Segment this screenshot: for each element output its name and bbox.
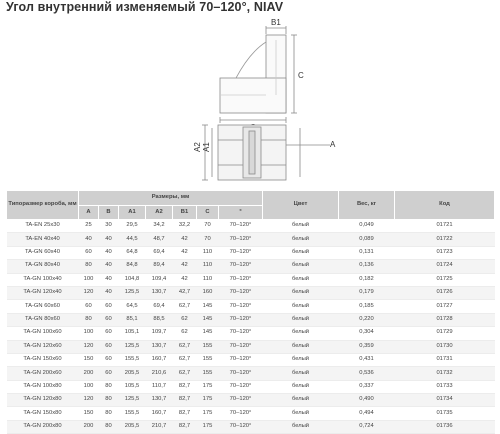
header-weight: Вес, кг	[339, 191, 395, 220]
cell-weight: 0,304	[339, 327, 395, 340]
table-row	[7, 340, 495, 353]
cell-weight: 0,490	[339, 394, 395, 407]
cell-b: 80	[99, 394, 119, 407]
cell-a: 60	[79, 246, 99, 259]
cell-c: 110	[197, 246, 219, 259]
cell-type: TA-EN 25x30	[7, 220, 79, 233]
cell-weight: 0,431	[339, 353, 395, 366]
cell-b: 60	[99, 340, 119, 353]
cell-a2: 48,7	[146, 233, 173, 246]
cell-angle: 70–120°	[219, 286, 263, 299]
cell-code: 01730	[395, 340, 495, 353]
specification-table	[6, 190, 495, 434]
cell-b: 80	[99, 407, 119, 420]
cell-angle: 70–120°	[219, 380, 263, 393]
cell-angle: 70–120°	[219, 246, 263, 259]
cell-color: белый	[263, 367, 339, 380]
cell-a1: 155,5	[119, 407, 146, 420]
cell-a1: 205,5	[119, 420, 146, 433]
cell-angle: 70–120°	[219, 407, 263, 420]
header-a2: A2	[146, 206, 173, 220]
cell-code: 01731	[395, 353, 495, 366]
cell-type: TA-GN 60x60	[7, 300, 79, 313]
cell-b: 40	[99, 273, 119, 286]
cell-code: 01721	[395, 220, 495, 233]
technical-drawing	[0, 0, 500, 190]
cell-type: TA-GN 120x40	[7, 286, 79, 299]
header-angle: °	[219, 206, 263, 220]
cell-type: TA-GN 100x80	[7, 380, 79, 393]
cell-b1: 42	[173, 246, 197, 259]
cell-b1: 62,7	[173, 353, 197, 366]
cell-code: 01727	[395, 300, 495, 313]
cell-a1: 205,5	[119, 367, 146, 380]
cell-a1: 44,5	[119, 233, 146, 246]
cell-b1: 42,7	[173, 286, 197, 299]
cell-color: белый	[263, 353, 339, 366]
cell-b1: 62,7	[173, 367, 197, 380]
cell-a2: 110,7	[146, 380, 173, 393]
cell-color: белый	[263, 327, 339, 340]
cell-a2: 210,7	[146, 420, 173, 433]
cell-weight: 0,131	[339, 246, 395, 259]
cell-weight: 0,089	[339, 233, 395, 246]
header-code: Код	[395, 191, 495, 220]
cell-color: белый	[263, 220, 339, 233]
cell-a2: 88,5	[146, 313, 173, 326]
cell-b1: 62	[173, 313, 197, 326]
cell-weight: 0,494	[339, 407, 395, 420]
cell-angle: 70–120°	[219, 300, 263, 313]
cell-b1: 42	[173, 260, 197, 273]
cell-color: белый	[263, 420, 339, 433]
cell-b1: 62,7	[173, 340, 197, 353]
dim-label-a2: A2	[193, 142, 202, 152]
cell-code: 01726	[395, 286, 495, 299]
cell-angle: 70–120°	[219, 327, 263, 340]
cell-type: TA-GN 200x60	[7, 367, 79, 380]
cell-angle: 70–120°	[219, 340, 263, 353]
cell-color: белый	[263, 313, 339, 326]
cell-angle: 70–120°	[219, 260, 263, 273]
cell-weight: 0,182	[339, 273, 395, 286]
cell-weight: 0,337	[339, 380, 395, 393]
cell-b: 60	[99, 367, 119, 380]
cell-b1: 82,7	[173, 380, 197, 393]
table-row	[7, 367, 495, 380]
cell-weight: 0,179	[339, 286, 395, 299]
header-color: Цвет	[263, 191, 339, 220]
cell-a2: 109,7	[146, 327, 173, 340]
cell-angle: 70–120°	[219, 220, 263, 233]
cell-c: 155	[197, 353, 219, 366]
cell-c: 175	[197, 380, 219, 393]
cell-b1: 42	[173, 233, 197, 246]
header-dimensions: Размеры, мм	[79, 191, 263, 206]
table-row	[7, 286, 495, 299]
cell-color: белый	[263, 340, 339, 353]
table-row	[7, 246, 495, 259]
cell-code: 01734	[395, 394, 495, 407]
cell-a1: 155,5	[119, 353, 146, 366]
cell-angle: 70–120°	[219, 233, 263, 246]
cell-color: белый	[263, 380, 339, 393]
cell-b1: 82,7	[173, 394, 197, 407]
cell-a1: 64,5	[119, 300, 146, 313]
cell-color: белый	[263, 233, 339, 246]
cell-b1: 82,7	[173, 420, 197, 433]
cell-weight: 0,220	[339, 313, 395, 326]
cell-c: 175	[197, 420, 219, 433]
cell-c: 70	[197, 233, 219, 246]
cell-code: 01735	[395, 407, 495, 420]
cell-type: TA-GN 80x60	[7, 313, 79, 326]
cell-a1: 125,5	[119, 340, 146, 353]
cell-a2: 69,4	[146, 300, 173, 313]
cell-a2: 89,4	[146, 260, 173, 273]
header-b: B	[99, 206, 119, 220]
cell-a1: 64,8	[119, 246, 146, 259]
cell-a: 150	[79, 407, 99, 420]
cell-b1: 32,2	[173, 220, 197, 233]
cell-a: 200	[79, 420, 99, 433]
header-b1: B1	[173, 206, 197, 220]
cell-angle: 70–120°	[219, 420, 263, 433]
cell-a2: 160,7	[146, 353, 173, 366]
cell-code: 01724	[395, 260, 495, 273]
table-row	[7, 220, 495, 233]
cell-c: 145	[197, 327, 219, 340]
cell-angle: 70–120°	[219, 353, 263, 366]
cell-type: TA-GN 120x60	[7, 340, 79, 353]
cell-color: белый	[263, 394, 339, 407]
cell-b: 60	[99, 300, 119, 313]
cell-a1: 105,1	[119, 327, 146, 340]
cell-angle: 70–120°	[219, 313, 263, 326]
cell-a2: 160,7	[146, 407, 173, 420]
cell-c: 145	[197, 313, 219, 326]
cell-type: TA-GN 150x60	[7, 353, 79, 366]
cell-a: 120	[79, 394, 99, 407]
cell-code: 01729	[395, 327, 495, 340]
cell-code: 01728	[395, 313, 495, 326]
cell-a2: 130,7	[146, 340, 173, 353]
cell-weight: 0,136	[339, 260, 395, 273]
table-row	[7, 353, 495, 366]
cell-type: TA-GN 200x80	[7, 420, 79, 433]
cell-a: 80	[79, 313, 99, 326]
cell-type: TA-GN 150x80	[7, 407, 79, 420]
cell-c: 175	[197, 407, 219, 420]
cell-b1: 82,7	[173, 407, 197, 420]
cell-type: TA-GN 120x80	[7, 394, 79, 407]
cell-b: 60	[99, 313, 119, 326]
cell-color: белый	[263, 407, 339, 420]
cell-a: 150	[79, 353, 99, 366]
table-row	[7, 273, 495, 286]
cell-c: 145	[197, 300, 219, 313]
cell-a2: 210,6	[146, 367, 173, 380]
cell-b: 40	[99, 246, 119, 259]
cell-code: 01733	[395, 380, 495, 393]
cell-type: TA-GN 60x40	[7, 246, 79, 259]
table-row	[7, 394, 495, 407]
dim-label-c-right: C	[298, 71, 304, 80]
cell-type: TA-GN 80x40	[7, 260, 79, 273]
cell-a1: 125,5	[119, 394, 146, 407]
cell-b: 80	[99, 420, 119, 433]
table-row	[7, 327, 495, 340]
table-row	[7, 407, 495, 420]
cell-color: белый	[263, 260, 339, 273]
cell-c: 110	[197, 273, 219, 286]
cell-a2: 130,7	[146, 394, 173, 407]
cell-a2: 109,4	[146, 273, 173, 286]
cell-b: 60	[99, 353, 119, 366]
cell-type: TA-EN 40x40	[7, 233, 79, 246]
header-a: A	[79, 206, 99, 220]
cell-a: 25	[79, 220, 99, 233]
cell-b: 60	[99, 327, 119, 340]
cell-a: 120	[79, 286, 99, 299]
cell-c: 70	[197, 220, 219, 233]
cell-angle: 70–120°	[219, 394, 263, 407]
header-a1: A1	[119, 206, 146, 220]
cell-b1: 62	[173, 327, 197, 340]
cell-a1: 104,8	[119, 273, 146, 286]
cell-c: 160	[197, 286, 219, 299]
cell-a1: 85,1	[119, 313, 146, 326]
cell-a: 100	[79, 380, 99, 393]
cell-a1: 84,8	[119, 260, 146, 273]
cell-angle: 70–120°	[219, 367, 263, 380]
cell-c: 155	[197, 340, 219, 353]
cell-weight: 0,049	[339, 220, 395, 233]
cell-a: 80	[79, 260, 99, 273]
cell-b1: 62,7	[173, 300, 197, 313]
cell-b1: 42	[173, 273, 197, 286]
header-c: C	[197, 206, 219, 220]
table-row	[7, 260, 495, 273]
cell-code: 01732	[395, 367, 495, 380]
cell-weight: 0,185	[339, 300, 395, 313]
cell-weight: 0,359	[339, 340, 395, 353]
cell-weight: 0,724	[339, 420, 395, 433]
cell-type: TA-GN 100x40	[7, 273, 79, 286]
cell-weight: 0,536	[339, 367, 395, 380]
cell-a: 120	[79, 340, 99, 353]
dim-label-a: A	[330, 140, 336, 149]
cell-a1: 105,5	[119, 380, 146, 393]
cell-a2: 69,4	[146, 246, 173, 259]
cell-a: 100	[79, 273, 99, 286]
cell-color: белый	[263, 273, 339, 286]
cell-b: 40	[99, 233, 119, 246]
cell-c: 110	[197, 260, 219, 273]
cell-a1: 125,5	[119, 286, 146, 299]
header-type: Типоразмер короба, мм	[7, 191, 79, 220]
cell-angle: 70–120°	[219, 273, 263, 286]
table-row	[7, 233, 495, 246]
cell-code: 01723	[395, 246, 495, 259]
table-row	[7, 313, 495, 326]
cell-a: 40	[79, 233, 99, 246]
page-title: Угол внутренний изменяемый 70–120°, NIAV	[6, 0, 284, 14]
cell-type: TA-GN 100x60	[7, 327, 79, 340]
cell-code: 01725	[395, 273, 495, 286]
cell-b: 30	[99, 220, 119, 233]
cell-c: 175	[197, 394, 219, 407]
dim-label-b1: B1	[271, 18, 281, 27]
cell-code: 01722	[395, 233, 495, 246]
table-row	[7, 300, 495, 313]
cell-b: 40	[99, 286, 119, 299]
cell-a1: 29,5	[119, 220, 146, 233]
cell-a2: 34,2	[146, 220, 173, 233]
cell-a: 60	[79, 300, 99, 313]
cell-color: белый	[263, 286, 339, 299]
cell-color: белый	[263, 246, 339, 259]
cell-color: белый	[263, 300, 339, 313]
table-row	[7, 420, 495, 433]
cell-code: 01736	[395, 420, 495, 433]
table-row	[7, 380, 495, 393]
dim-label-a1: A1	[202, 142, 211, 152]
cell-a2: 130,7	[146, 286, 173, 299]
cell-b: 40	[99, 260, 119, 273]
cell-c: 155	[197, 367, 219, 380]
cell-b: 80	[99, 380, 119, 393]
cell-a: 100	[79, 327, 99, 340]
cell-a: 200	[79, 367, 99, 380]
